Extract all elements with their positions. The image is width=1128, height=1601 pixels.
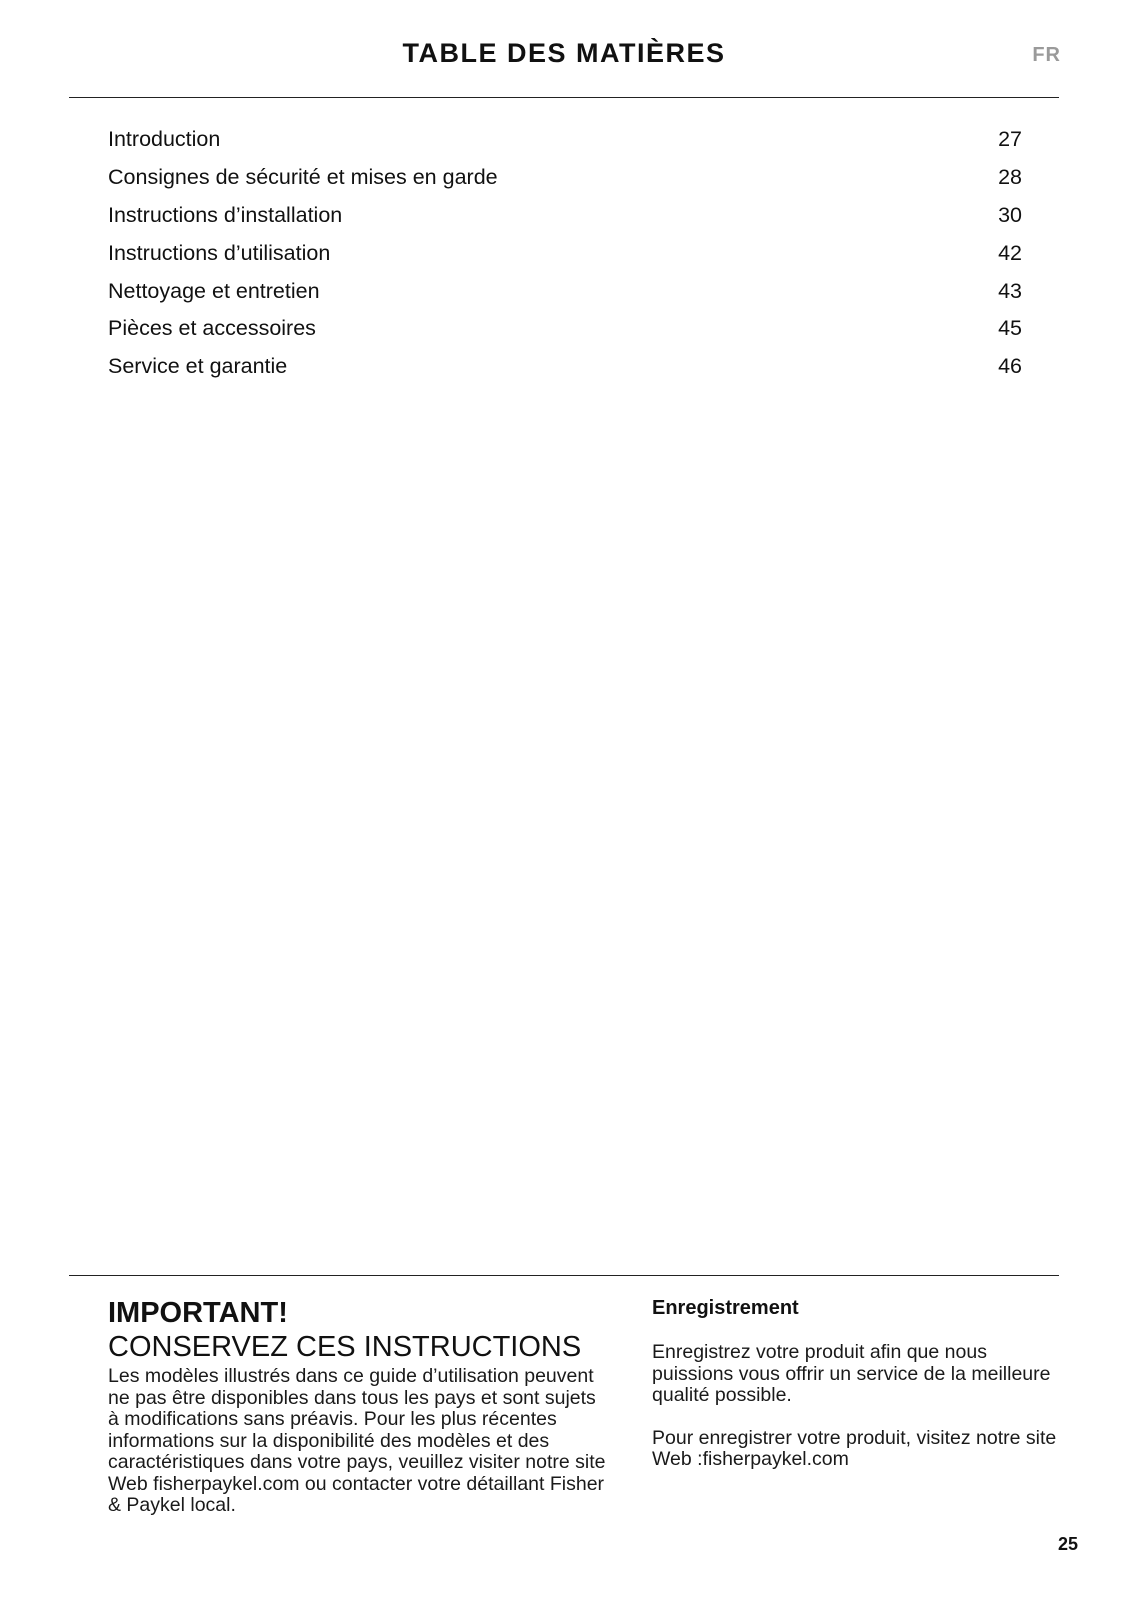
toc-entry-page: 28 [998,165,1022,190]
registration-section [652,1295,1062,1471]
important-heading: IMPORTANT! [108,1297,288,1329]
page-number: 25 [1057,1534,1078,1554]
footer-divider [69,1275,1059,1276]
toc-entry-page: 27 [998,127,1022,152]
language-tag: FR [1032,44,1061,66]
toc-entry-parts[interactable] [108,310,1022,348]
toc-entry-installation[interactable] [108,197,1022,235]
toc-entry-introduction[interactable] [108,121,1022,159]
toc-entry-safety[interactable] [108,159,1022,197]
toc-entry-warranty[interactable] [108,348,1022,386]
toc-entry-cleaning[interactable] [108,272,1022,310]
toc-entry-usage[interactable] [108,234,1022,272]
important-body: Les modèles illustrés dans ce guide d’utilisation peuvent ne pas être disponibles dans tous les pays et sont sujets à modifications sans préavis. Pour les plus récentes informations sur la disponibilité des modèles et des caractéristiques dans votre pays, veuillez visiter notre site Web fisherpaykel.com ou contacter votre détaillant Fisher & Paykel local. [108,1365,606,1516]
toc-entry-label: Instructions d’installation [108,202,343,227]
toc-entry-page: 30 [998,202,1022,227]
toc-entry-label: Introduction [108,127,221,152]
registration-heading: Enregistrement [652,1297,799,1319]
important-notice [108,1296,608,1517]
toc-entry-label: Nettoyage et entretien [108,278,320,303]
toc-entry-label: Pièces et accessoires [108,316,316,341]
registration-paragraph-2: Pour enregistrer votre produit, visitez notre site Web :fisherpaykel.com [652,1426,1057,1470]
important-subheading: CONSERVEZ CES INSTRUCTIONS [108,1331,582,1363]
toc-entry-page: 43 [998,278,1022,303]
page-title: TABLE DES MATIÈRES [402,38,726,68]
toc-entry-label: Service et garantie [108,354,288,379]
toc-entry-label: Consignes de sécurité et mises en garde [108,165,498,190]
header-divider [69,97,1059,98]
toc-entry-label: Instructions d’utilisation [108,240,331,265]
toc-entry-page: 42 [998,240,1022,265]
registration-paragraph-1: Enregistrez votre produit afin que nous puissions vous offrir un service de la meilleure qualité possible. [652,1341,1051,1406]
table-of-contents [108,121,1022,386]
toc-entry-page: 46 [998,354,1022,379]
toc-entry-page: 45 [998,316,1022,341]
